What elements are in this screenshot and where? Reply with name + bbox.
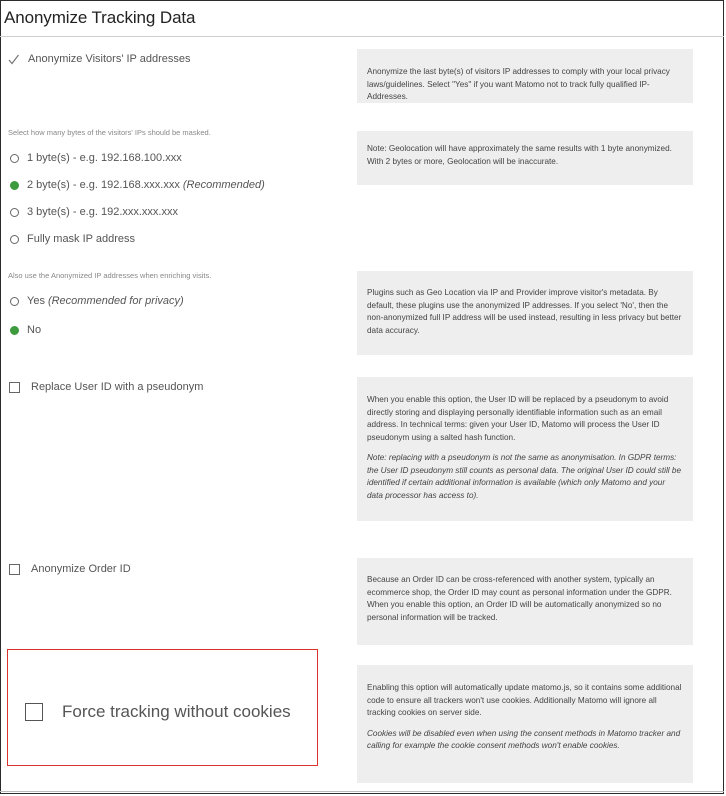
checkbox[interactable] [9, 564, 20, 575]
force-no-cookies-label: Force tracking without cookies [62, 702, 291, 721]
enrich-option-no[interactable] [10, 324, 41, 336]
anonymize-ip-help [357, 49, 693, 103]
enrich-option-no-label: No [27, 324, 42, 336]
radio-button[interactable] [10, 297, 19, 306]
mask-bytes-option-2-label: 2 byte(s) - e.g. 192.168.xxx.xxx [27, 179, 180, 191]
recommended-tag: (Recommended) [182, 179, 265, 191]
mask-bytes-help-text: Note: Geolocation will have approximately the same results with 1 byte anonymized. With 2 bytes or more, Geolocation will be inaccurate. [367, 144, 672, 166]
mask-bytes-option-3[interactable] [10, 206, 178, 218]
force-no-cookies-note: Cookies will be disabled even when using the consent methods in Matomo tracker and calling for example the cookie consent methods won't enable cookies. [367, 728, 681, 750]
order-id-label: Anonymize Order ID [31, 563, 131, 575]
enrich-option-yes[interactable] [10, 295, 184, 307]
checkbox[interactable] [9, 382, 20, 393]
mask-bytes-option-1[interactable] [10, 152, 182, 164]
force-no-cookies-help [357, 665, 693, 783]
mask-bytes-option-2[interactable] [10, 179, 265, 191]
checkmark-icon [8, 54, 19, 65]
checkbox[interactable] [25, 703, 43, 721]
enrich-option-yes-label: Yes [27, 295, 45, 307]
title-divider [0, 36, 724, 37]
force-no-cookies-help-text: Enabling this option will automatically update matomo.js, so it contains some additional code to ensure all trackers won't use cookies. Additionally Matomo will ignore all tracking cookies on server side. [367, 683, 682, 717]
mask-bytes-label: Select how many bytes of the visitors' IPs should be masked. [8, 128, 211, 137]
mask-bytes-option-3-label: 3 byte(s) - e.g. 192.xxx.xxx.xxx [27, 206, 178, 218]
radio-button-selected[interactable] [10, 326, 19, 335]
pseudonym-note: Note: replacing with a pseudonym is not the same as anonymisation. In GDPR terms: the User ID pseudonym still counts as personal data. The original User ID could still be identified if certain additional information is available (which only Matomo and your data processor has access to). [367, 453, 682, 500]
radio-button[interactable] [10, 235, 19, 244]
force-no-cookies-checkbox[interactable] [25, 702, 291, 722]
radio-button[interactable] [10, 154, 19, 163]
mask-bytes-option-1-label: 1 byte(s) - e.g. 192.168.100.xxx [27, 152, 182, 164]
pseudonym-help [357, 377, 693, 521]
page-title: Anonymize Tracking Data [4, 8, 196, 27]
anonymize-ip-help-text: Anonymize the last byte(s) of visitors IP addresses to comply with your local privacy laws/guidelines. Select "Yes" if you want Matomo not to track fully qualified IP-Addresses. [367, 67, 670, 101]
anonymize-ip-label: Anonymize Visitors' IP addresses [28, 53, 191, 65]
enrich-help-text: Plugins such as Geo Location via IP and Provider improve visitor's metadata. By default, these plugins use the anonymized IP addresses. If you select 'No', then the non-anonymized full IP address will be used instead, resulting in less privacy but better data accuracy. [367, 288, 682, 335]
mask-bytes-option-4-label: Fully mask IP address [27, 233, 136, 245]
bottom-divider [0, 791, 724, 792]
recommended-privacy-tag: (Recommended for privacy) [47, 295, 184, 307]
radio-button[interactable] [10, 208, 19, 217]
mask-bytes-help [357, 131, 693, 185]
radio-button-selected[interactable] [10, 181, 19, 190]
order-id-help-text: Because an Order ID can be cross-referenced with another system, typically an ecommerce shop, the Order ID may count as personal information under the GDPR. When you enable this option, an Order ID will be automatically anonymized so no personal information will be tracked. [367, 575, 672, 622]
mask-bytes-option-4[interactable] [10, 233, 135, 245]
order-id-checkbox[interactable] [9, 563, 131, 575]
pseudonym-help-text: When you enable this option, the User ID will be replaced by a pseudonym to avoid directly storing and displaying personally identifiable information such as an email address. In technical terms: given your User ID, Matomo will process the User ID pseudonym using a salted hash function. [367, 395, 669, 442]
pseudonym-label: Replace User ID with a pseudonym [31, 381, 204, 393]
anonymize-ip-checkbox[interactable] [8, 53, 191, 65]
enrich-label: Also use the Anonymized IP addresses when enriching visits. [8, 271, 212, 280]
pseudonym-checkbox[interactable] [9, 381, 203, 393]
order-id-help [357, 558, 693, 645]
enrich-help [357, 271, 693, 355]
